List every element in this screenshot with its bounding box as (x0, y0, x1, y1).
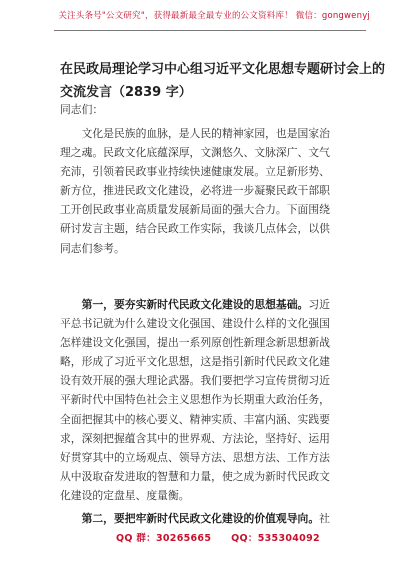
paragraph-line: 怎样建设文化强国，提出一系列原创性新理念新思想新战 (60, 336, 330, 350)
paragraph-line: 求，深刻把握蕴含其中的世界观、方法论，坚持好、运用 (60, 431, 330, 445)
paragraph-line: 平总书记就为什么建设文化强国、建设什么样的文化强国 (60, 317, 330, 331)
footer-qq-group: QQ 群：30265665 (116, 533, 212, 544)
document-title (60, 58, 386, 104)
footer-qq: QQ：535304092 (231, 533, 320, 544)
title-line-1: 在民政局理论学习中心组习近平文化思想专题研讨会上的 (60, 62, 386, 77)
paragraph-line: 研讨发言主题，结合民政工作实际，我谈几点体会，以供 (60, 222, 330, 236)
paragraph-first-line (60, 509, 356, 528)
title-line-2: 交流发言（2839 字） (60, 85, 192, 100)
header-divider (54, 30, 366, 31)
paragraph-line: 理之魂。民政文化底蕴深厚，文渊悠久、文脉深广、文气 (60, 146, 330, 160)
footer (0, 530, 408, 550)
header-banner: 关注头条号"公文研究"，获得最新最全最专业的公文资料库！ 微信：gongwenyj (58, 11, 370, 21)
paragraph-line: 充沛，引领着民政事业持续快速健康发展。立足新形势、 (60, 165, 330, 179)
paragraph-line-tail: 习近 (308, 298, 330, 311)
paragraph-line: 略，形成了习近平文化思想，这是指引新时代民政文化建 (60, 355, 330, 369)
paragraph-line: 平新时代中国特色社会主义思想作为长期重大政治任务， (60, 393, 330, 407)
paragraph-line-tail: 社 (319, 512, 330, 526)
paragraph-1 (60, 124, 356, 258)
section-heading-2: 第二，要把牢新时代民政文化建设的价值观导向。 (60, 512, 320, 526)
paragraph-2 (60, 295, 356, 528)
paragraph-line: 新方位，推进民政文化建设，必将进一步凝聚民政干部职 (60, 184, 330, 198)
greeting: 同志们： (60, 103, 104, 116)
paragraph-line: 同志们参考。 (60, 241, 125, 255)
header-bar (0, 0, 408, 38)
paragraph-line: 化建设的定盘星、度量衡。 (60, 488, 190, 502)
paragraph-line: 从中汲取奋发进取的智慧和力量，使之成为新时代民政文 (60, 469, 330, 483)
paragraph-line: 工开创民政事业高质量发展新局面的强大合力。下面围绕 (60, 203, 330, 217)
footer-contact (116, 530, 320, 544)
section-heading-1: 第一，要夯实新时代民政文化建设的思想基础。 (60, 298, 309, 311)
paragraph-line: 全面把握其中的核心要义、精神实质、丰富内涵、实践要 (60, 412, 330, 426)
paragraph-line: 好贯穿其中的立场观点、领导方法、思想方法、工作方法 (60, 450, 330, 464)
paragraph-first-line (60, 295, 356, 314)
paragraph-line: 文化是民族的血脉，是人民的精神家园，也是国家治 (60, 127, 330, 140)
paragraph-line: 设有效开展的强大理论武器。我们要把学习宣传贯彻习近 (60, 374, 330, 388)
